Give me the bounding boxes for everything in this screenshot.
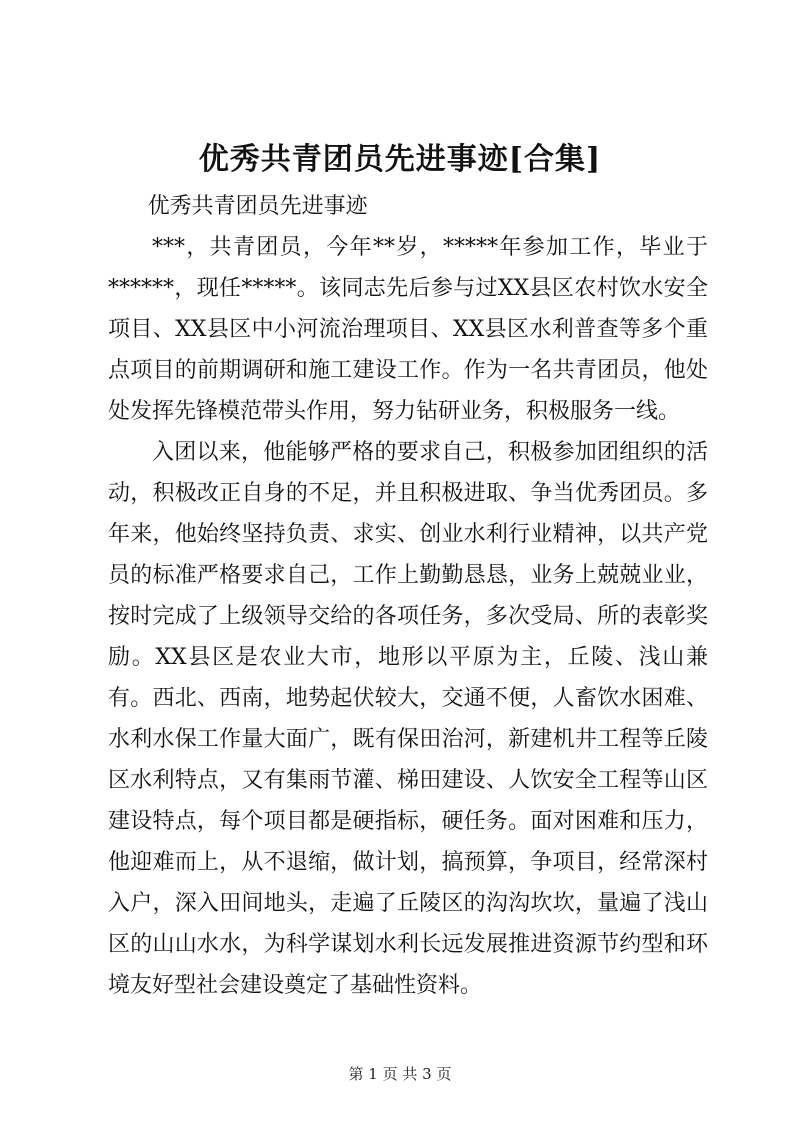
document-body — [108, 186, 708, 1006]
paragraph-main: 入团以来，他能够严格的要求自己，积极参加团组织的活动，积极改正自身的不足，并且积极进取、争当优秀团员。多年来，他始终坚持负责、求实、创业水利行业精神，以共产党员的标准严格要求自己，工作上勤勤恳恳，业务上兢兢业业，按时完成了上级领导交给的各项任务，多次受局、所的表彰奖励。XX县区是农业大市，地形以平原为主，丘陵、浅山兼有。西北、西南，地势起伏较大，交通不便，人畜饮水困难、水利水保工作量大面广，既有保田治河，新建机井工程等丘陵区水利特点，又有集雨节灌、梯田建设、人饮安全工程等山区建设特点，每个项目都是硬指标，硬任务。面对困难和压力，他迎难而上，从不退缩，做计划，搞预算，争项目，经常深村入户，深入田间地头，走遍了丘陵区的沟沟坎坎，量遍了浅山区的山山水水，为科学谋划水利长远发展推进资源节约型和环境友好型社会建设奠定了基础性资料。 — [108, 440, 708, 998]
page-number-footer: 第 1 页 共 3 页 — [348, 1065, 452, 1083]
document-subtitle: 优秀共青团员先进事迹 — [147, 194, 368, 219]
document-title: 优秀共青团员先进事迹[合集] — [198, 142, 602, 177]
paragraph-intro: ***，共青团员，今年**岁，*****年参加工作，毕业于******，现任*****。该同志先后参与过XX县区农村饮水安全项目、XX县区中小河流治理项目、XX县区水利普查等多个重点项目的前期调研和施工建设工作。作为一名共青团员，他处处发挥先锋模范带头作用，努力钻研业务，积极服务一线。 — [108, 235, 708, 424]
